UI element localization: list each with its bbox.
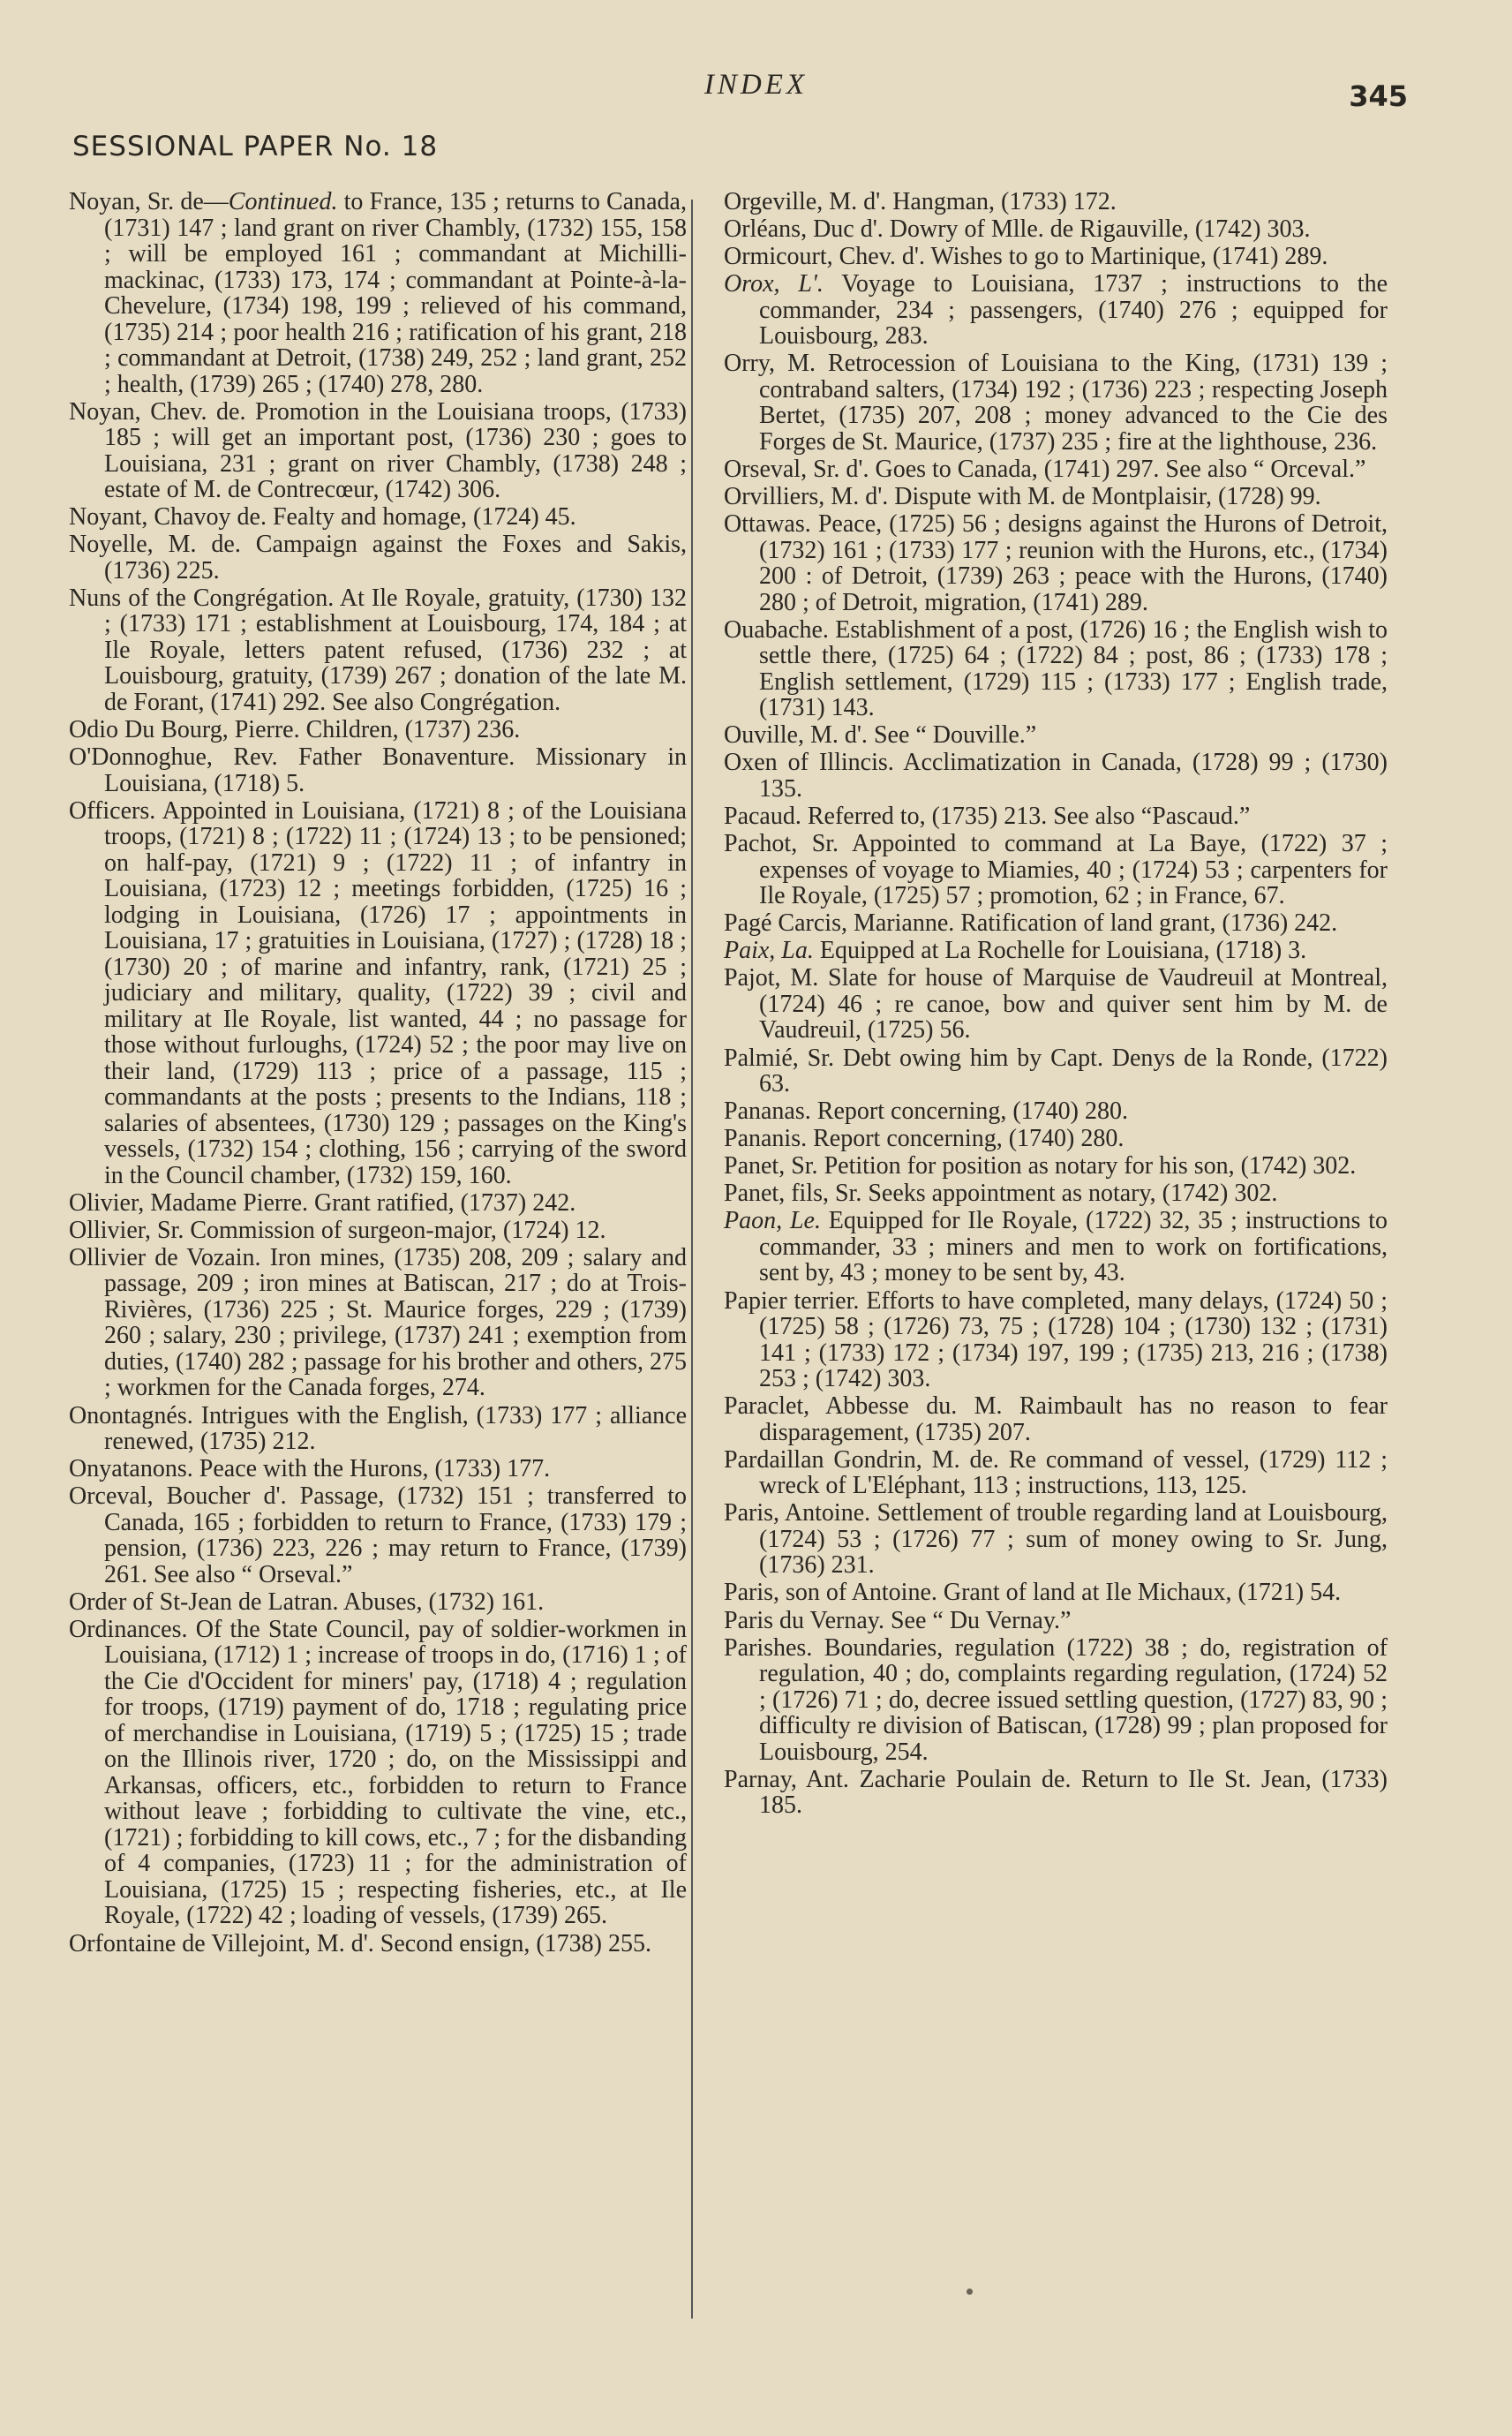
page-number: 345 <box>1349 79 1408 113</box>
entry-heading: Ottawas. <box>724 510 811 539</box>
index-entry <box>724 938 1388 964</box>
entry-body: Iron mines, (1735) 208, 209 ; salary and passage, 209 ; iron mines at Batiscan, 217 ; do at Trois-Rivières, (1736) 225 ; St. Maurice forges, 229 ; (1739) 260 ; salary, 230 ; privilege, (1737) 241 ; exemption from duties, (1740) 282 ; passage for his brother and others, 275 ; workmen for the Canada forges, 274. <box>104 1243 687 1402</box>
entry-body: Commission of surgeon-major, (1724) 12. <box>190 1216 606 1244</box>
entry-heading: Pardaillan Gondrin, M. de. <box>724 1445 999 1474</box>
entry-heading: Paris du Vernay. <box>724 1606 884 1634</box>
entry-body: Equipped for Ile Royale, (1722) 32, 35 ; instructions to commander, 33 ; miners and men to work on fortifications, sent by, 43 ; money to be sent by, 43. <box>759 1207 1388 1287</box>
index-entry <box>69 1483 687 1588</box>
entry-heading: Paix, La. <box>724 937 814 965</box>
entry-body: Acclimatization in Canada, (1728) 99 ; (1730) 135. <box>759 749 1388 803</box>
entry-body: Hangman, (1733) 172. <box>892 188 1117 215</box>
entry-heading: Paraclet, Abbesse du. <box>724 1392 958 1421</box>
index-entry <box>69 717 687 743</box>
entry-heading: Papier terrier. <box>724 1286 860 1315</box>
entry-heading: Palmié, Sr. <box>724 1044 834 1072</box>
entry-body: Goes to Canada, (1741) 297. See also “ Orceval.” <box>875 455 1366 483</box>
index-entry <box>69 1456 687 1482</box>
index-entry <box>724 1288 1388 1392</box>
index-entry <box>724 351 1388 455</box>
entry-body: Report concerning, (1740) 280. <box>813 1125 1125 1153</box>
index-entry <box>69 1931 687 1957</box>
entry-body: Equipped at La Rochelle for Louisiana, (1718) 3. <box>819 937 1307 965</box>
entry-heading: Noyelle, M. de. <box>69 531 241 559</box>
index-entry <box>724 271 1388 350</box>
index-entry <box>69 585 687 716</box>
index-entry <box>724 831 1388 909</box>
index-entry <box>69 532 687 584</box>
entry-heading: Noyan, Chev. de. <box>69 397 246 426</box>
entry-body: Dowry of Mlle. de Rigauville, (1742) 303. <box>889 215 1311 244</box>
entry-body: Fealty and homage, (1724) 45. <box>272 503 576 532</box>
entry-body: Referred to, (1735) 213. See also “Pascaud.” <box>807 803 1251 831</box>
entry-body: Efforts to have completed, many delays, (1724) 50 ; (1725) 58 ; (1726) 73, 75 ; (1728) 104 ; (1730) 132 ; (1731) 141 ; (1733) 172 ; (1734) 197, 199 ; (1735) 213, 216 ; (1738) 253 ; (1742) 303. <box>759 1286 1388 1393</box>
entry-heading: Ouville, M. d'. <box>724 721 868 750</box>
index-entry <box>69 189 687 397</box>
index-entry <box>724 910 1388 937</box>
index-entry <box>724 1126 1388 1152</box>
index-entry <box>724 1208 1388 1286</box>
entry-heading: Orléans, Duc d'. <box>724 215 884 244</box>
entry-heading: Panet, Sr. <box>724 1152 818 1180</box>
entry-heading: Ordinances. <box>69 1615 188 1643</box>
entry-body: Report concerning, (1740) 280. <box>816 1097 1129 1126</box>
entry-body: Boundaries, regulation (1722) 38 ; do, registration of regulation, 40 ; do, complaints regarding regulation, (1724) 52 ; (1726) 71 ; do, decree issued settling question, (1727) 83, 90 ; difficulty re division of Batiscan, (1728) 99 ; plan proposed for Louisbourg, 254. <box>759 1633 1388 1766</box>
entry-heading: Odio Du Bourg, Pierre. <box>69 715 300 743</box>
entry-body: Appointed in Louisiana, (1721) 8 ; of the Louisiana troops, (1721) 8 ; (1722) 11 ; (1724) 13 ; to be pensioned; on half-pay, (1721) 9 ; (1722) 11 ; of infantry in Louisiana, (1723) 12 ; meetings forbidden, (1725) 16 ; lodging in Louisiana, (1726) 17 ; appointments in Louisiana, 17 ; gratuities in Louisiana, (1727) ; (1728) 18 ; (1730) 20 ; of marine and infantry, rank, (1721) 25 ; judiciary and military, quality, (1722) 39 ; civil and military at Ile Royale, list wanted, 44 ; no passage for those without furloughs, (1724) 52 ; the poor may live on their land, (1729) 113 ; price of a passage, 115 ; commandants at the posts ; presents to the Indians, 118 ; salaries of absentees, (1730) 129 ; passages on the King's vessels, (1732) 154 ; clothing, 156 ; carrying of the sword in the Council chamber, (1732) 159, 160. <box>104 796 687 1189</box>
entry-heading: Ouabache. <box>724 615 829 644</box>
index-entry <box>69 1245 687 1401</box>
left-column <box>69 189 687 1958</box>
entry-body: Missionary in Louisiana, (1718) 5. <box>104 743 687 797</box>
entry-heading: O'Donnoghue, Rev. Father Bonaventure. <box>69 743 515 772</box>
index-entry <box>69 1190 687 1217</box>
entry-heading: Nuns of the Congrégation. <box>69 584 335 612</box>
entry-heading: Orseval, Sr. d'. <box>724 455 869 483</box>
entry-heading: Orgeville, M. d'. <box>724 188 887 215</box>
index-entry <box>69 1617 687 1929</box>
index-entry <box>724 1580 1388 1606</box>
entry-body: Children, (1737) 236. <box>305 715 521 743</box>
index-entry <box>724 1045 1388 1097</box>
sessional-paper-heading: SESSIONAL PAPER No. 18 <box>72 131 439 162</box>
index-entry <box>69 1218 687 1244</box>
index-entry <box>724 965 1388 1044</box>
index-entry <box>724 750 1388 802</box>
entry-heading: Onontagnés. <box>69 1401 193 1429</box>
entry-heading: Orvilliers, M. d'. <box>724 483 889 511</box>
entry-heading: Pananas. <box>724 1097 811 1126</box>
entry-body: Voyage to Louisiana, 1737 ; instructions to the commander, 234 ; passengers, (1740) 276 ; equipped for Louisbourg, 283. <box>759 270 1388 351</box>
index-entry <box>724 189 1388 215</box>
entry-heading: Orry, M. <box>724 350 816 378</box>
running-title: INDEX <box>703 69 809 101</box>
entry-body: Peace, (1725) 56 ; designs against the Hurons of Detroit, (1732) 161 ; (1733) 177 ; reunion with the Hurons, etc., (1734) 200 : of Detroit, (1739) 263 ; peace with the Hurons, (1740) 280 ; of Detroit, migration, (1741) 289. <box>759 510 1388 616</box>
entry-body: Grant of land at Ile Michaux, (1721) 54. <box>943 1579 1342 1607</box>
entry-heading: Paon, Le. <box>724 1207 821 1235</box>
entry-body: Debt owing him by Capt. Denys de la Ronde, (1722) 63. <box>759 1044 1388 1097</box>
entry-heading: Order of St-Jean de Latran. <box>69 1588 339 1616</box>
entry-body: Retrocession of Louisiana to the King, (1731) 139 ; contraband salters, (1734) 192 ; (1736) 223 ; respecting Joseph Bertet, (1735) 207, 208 ; money advanced to the Cie des Forges de St. Maurice, (1737) 235 ; fire at the lighthouse, 236. <box>759 350 1388 456</box>
entry-heading: Paris, son of Antoine. <box>724 1579 937 1607</box>
entry-heading: Panet, fils, Sr. <box>724 1180 862 1208</box>
entry-heading: Parishes. <box>724 1633 813 1662</box>
entry-body: At Ile Royale, gratuity, (1730) 132 ; (1733) 171 ; establishment at Louisbourg, 174, 184 ; at Ile Royale, letters patent refused, (1736) 232 ; at Louisbourg, gratuity, (1739) 267 ; donation of the late M. de Forant, (1741) 292. See also Congrégation. <box>104 584 687 716</box>
entry-body: to France, 135 ; returns to Canada, (1731) 147 ; land grant on river Chambly, (1732) 155, 158 ; will be employed 161 ; commandant at Michilli-mackinac, (1733) 173, 174 ; commandant at Pointe-à-la-Chevelure, (1734) 198, 199 ; relieved of his command, (1735) 214 ; poor health 216 ; ratification of his grant, 218 ; commandant at Detroit, (1738) 249, 252 ; land grant, 252 ; health, (1739) 265 ; (1740) 278, 280. <box>104 188 687 398</box>
right-column <box>724 189 1388 1820</box>
index-entry <box>724 1098 1388 1125</box>
entry-body: Dispute with M. de Montplaisir, (1728) 99. <box>894 483 1321 511</box>
entry-heading: Ormicourt, Chev. d'. <box>724 243 925 271</box>
entry-heading: Officers. <box>69 796 156 825</box>
entry-heading: Paris, Antoine. <box>724 1499 871 1527</box>
index-entry <box>724 1393 1388 1445</box>
entry-heading: Orfontaine de Villejoint, M. d'. <box>69 1929 374 1957</box>
entry-heading: Pagé Carcis, Marianne. <box>724 909 955 938</box>
entry-body: Establishment of a post, (1726) 16 ; the English wish to settle there, (1725) 64 ; (1722) 84 ; post, 86 ; (1733) 178 ; English settlement, (1729) 115 ; (1733) 177 ; English trade, (1731) 143. <box>759 615 1388 722</box>
index-entry <box>724 1500 1388 1579</box>
entry-body: See “ Du Vernay.” <box>890 1606 1072 1634</box>
entry-body: Passage, (1732) 151 ; transferred to Canada, 165 ; forbidden to return to France, (1733) 179 ; pension, (1736) 223, 226 ; may return to France, (1739) 261. See also “ Orseval.” <box>104 1482 687 1588</box>
entry-body: Abuses, (1732) 161. <box>343 1588 545 1616</box>
entry-body: Petition for position as notary for his son, (1742) 302. <box>824 1152 1357 1180</box>
index-entry <box>724 216 1388 243</box>
index-entry <box>724 484 1388 510</box>
entry-heading: Noyant, Chavoy de. <box>69 503 267 532</box>
index-entry <box>69 504 687 531</box>
index-entry <box>724 244 1388 270</box>
entry-heading: Parnay, Ant. Zacharie Poulain de. <box>724 1765 1072 1793</box>
entry-body: Re command of vessel, (1729) 112 ; wreck of L'Eléphant, 113 ; instructions, 113, 125. <box>759 1445 1388 1500</box>
index-entry <box>724 803 1388 830</box>
entry-body: Wishes to go to Martinique, (1741) 289. <box>930 243 1328 271</box>
index-entry <box>724 511 1388 615</box>
index-entry <box>724 1635 1388 1766</box>
entry-heading: Olivier, Madame Pierre. <box>69 1188 309 1217</box>
index-entry <box>69 1403 687 1455</box>
entry-body: Grant ratified, (1737) 242. <box>314 1188 576 1217</box>
entry-heading: Orceval, Boucher d'. <box>69 1482 287 1511</box>
index-entry <box>724 1767 1388 1819</box>
entry-body: Campaign against the Foxes and Sakis, (1736) 225. <box>104 531 688 584</box>
entry-heading: Noyan, Sr. de— <box>69 188 229 215</box>
entry-body: Peace with the Hurons, (1733) 177. <box>199 1455 551 1483</box>
ink-speck <box>967 2289 973 2295</box>
entry-heading: Pachot, Sr. <box>724 830 839 858</box>
index-entry <box>724 1608 1388 1634</box>
index-entry <box>724 722 1388 749</box>
entry-heading: Orox, L'. <box>724 270 824 298</box>
entry-body: M. Raimbault has no reason to fear disparagement, (1735) 207. <box>759 1392 1388 1446</box>
entry-heading: Pananis. <box>724 1125 808 1153</box>
index-entry <box>69 399 687 503</box>
entry-body: Intrigues with the English, (1733) 177 ; alliance renewed, (1735) 212. <box>104 1401 687 1456</box>
entry-heading: Ollivier, Sr. <box>69 1216 184 1244</box>
entry-body: Return to Ile St. Jean, (1733) 185. <box>759 1765 1388 1820</box>
entry-continued-note: Continued. <box>228 188 338 215</box>
index-entry <box>724 1180 1388 1207</box>
entry-body: Promotion in the Louisiana troops, (1733) 185 ; will get an important post, (1736) 230 ; goes to Louisiana, 231 ; grant on river Chambly, (1738) 248 ; estate of M. de Contrecœur, (1742) 306. <box>104 397 687 504</box>
entry-body: Of the State Council, pay of soldier-workmen in Louisiana, (1712) 1 ; increase of troops in do, (1716) 1 ; of the Cie d'Occident for miners' pay, (1718) 4 ; regulation for troops, (1719) payment of do, 1718 ; regulating price of merchandise in Louisiana, (1719) 5 ; (1725) 15 ; trade on the Illinois river, 1720 ; do, on the Mississippi and Arkansas, officers, etc., forbidden to return to France without leave ; forbidding to cultivate the vine, etc., (1721) ; forbidding to kill cows, etc., 7 ; for the disbanding of 4 companies, (1723) 11 ; for the administration of Louisiana, (1725) 15 ; respecting fisheries, etc., at Ile Royale, (1722) 42 ; loading of vessels, (1739) 265. <box>104 1615 688 1930</box>
entry-body: Slate for house of Marquise de Vaudreuil at Montreal, (1724) 46 ; re canoe, bow and quiver sent him by M. de Vaudreuil, (1725) 56. <box>759 964 1388 1045</box>
entry-heading: Pacaud. <box>724 803 801 831</box>
entry-body: Seeks appointment as notary, (1742) 302. <box>868 1180 1278 1208</box>
index-entry <box>69 744 687 796</box>
index-entry <box>724 1153 1388 1180</box>
entry-heading: Oxen of Illincis. <box>724 749 894 777</box>
index-entry <box>724 456 1388 483</box>
entry-heading: Ollivier de Vozain. <box>69 1243 261 1271</box>
index-entry <box>69 798 687 1189</box>
index-entry <box>724 1447 1388 1499</box>
column-divider <box>691 200 693 2319</box>
entry-body: Ratification of land grant, (1736) 242. <box>960 909 1338 938</box>
entry-body: See “ Douville.” <box>873 721 1037 750</box>
entry-body: Settlement of trouble regarding land at Louisbourg, (1724) 53 ; (1726) 77 ; sum of money owing to Sr. Jung, (1736) 231. <box>759 1499 1388 1580</box>
entry-heading: Onyatanons. <box>69 1455 193 1483</box>
index-entry <box>69 1589 687 1616</box>
entry-heading: Pajot, M. <box>724 964 819 992</box>
index-entry <box>724 617 1388 721</box>
entry-body: Second ensign, (1738) 255. <box>380 1929 651 1957</box>
entry-body: Appointed to command at La Baye, (1722) 37 ; expenses of voyage to Miamies, 40 ; (1724) 53 ; carpenters for Ile Royale, (1725) 57 ; promotion, 62 ; in France, 67. <box>759 830 1388 910</box>
